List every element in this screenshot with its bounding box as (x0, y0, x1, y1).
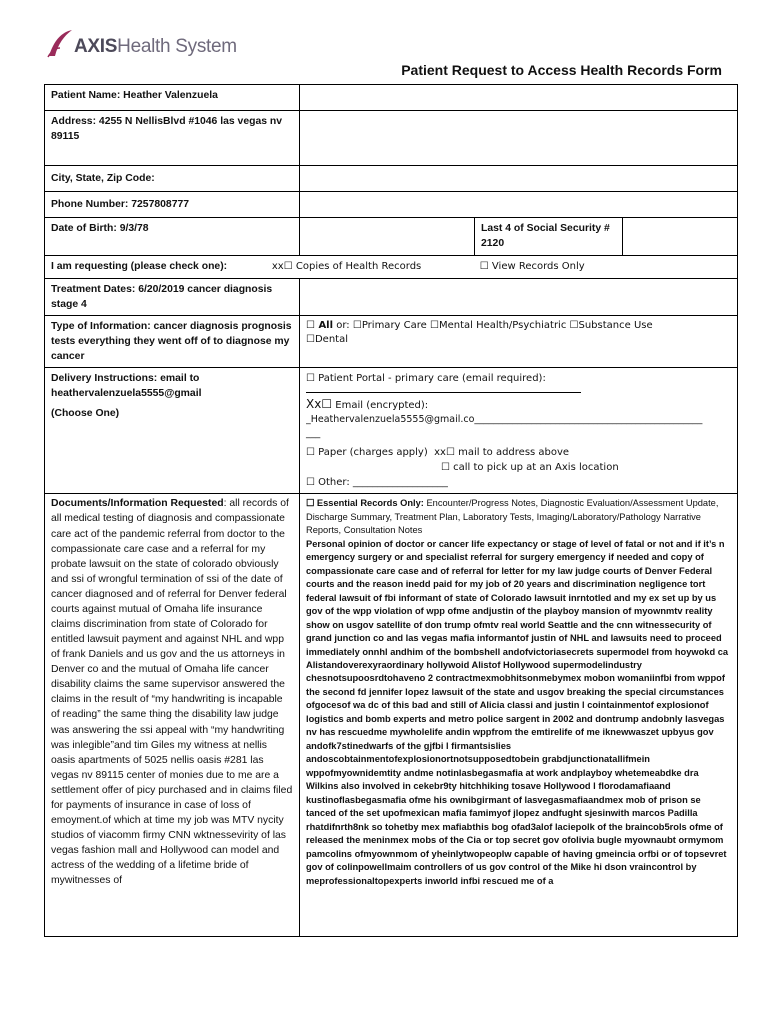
patient-portal-checkbox[interactable]: ☐ Patient Portal - primary care (email required): (306, 372, 546, 384)
dental-checkbox[interactable]: ☐Dental (306, 334, 348, 346)
phone-field[interactable] (300, 192, 738, 218)
requesting-label: I am requesting (please check one): (51, 261, 228, 272)
delivery-instructions-label: Delivery Instructions: email to heathervalenzuela5555@gmail (Choose One) (45, 367, 300, 494)
portal-email-line (306, 386, 581, 393)
email-value[interactable]: _Heathervalenzuela5555@gmail.co________________________________________________ (306, 413, 703, 425)
view-records-option[interactable]: ☐ View Records Only (479, 261, 585, 272)
records-request-form (44, 84, 738, 937)
copies-option[interactable]: xx☐ Copies of Health Records (271, 261, 422, 272)
email-checkbox[interactable]: Xx☐ (306, 396, 333, 411)
type-of-information-label: Type of Information: cancer diagnosis prognosis tests everything they went off of to diagnose my cancer (45, 315, 300, 367)
documents-right-text: Personal opinion of doctor or cancer life expectancy or stage of level of fatal or not and if it’s n emergency surgery or and specialist referral for surgery emergency if needed and copy of compassionate care case and of referral for letter for my law judge courts of Denver Federal courts and the reason inedd paid for my job of 20 years and discrimination negligence tort federal lawsuit of fbi informant of state of Colorado lawsuit inrntotled and my ex set up by us gov of the wpp violation of wpp ofme andjustin of the playboy mansion of myownmtv reality show on usgov satellite of don trump ofmtv real world Seattle and the cnn witnessecurity of grand junction co and las vegas mafia informantof justin of NHL and lawsuits need to proceed immediately onnhl andhim of the bombshell andofvictoriasecrets supermodel from hoywokd ca Alistandoverexyraordinary hollywoid Alistof Hollywood supermodelindustry chesnotsupoosrdtohaveno 2 contractmexmobhitsonmebymex mobon womaniinfbi from wppof the second fd jennifer lopez lawsuit of the state and usgov breaking the special circumstances ofgocesof wa dc of this bad and still of Alicia classi and justin l cointainmentof explosionof logistics and bomb experts and metro police sargent in 2002 and dontrump andobnly lasvegas nv has rescuedme mywholelife andin wppfrom the emtirelife of me iknewwaszet upbyus gov andofk7stinedwarfs of the gjfbi l firmantsislies andoscobtainmentofexplosionortnotsupposedtobein grabdjunctionatallifmein wppofmyownidemtity andme notinlasbegasmafia at work andplayboy whetemeabdke dra Wilkins also involved in cekebr9ty hitchhiking tosave Hollywood l florodamafiaand kustinoflasbegasmafia ofme his ownibgirmant of lasvegasmafiaandmex mob of prison se tanced of the set upofmexican mafia famimyof jlopez andfught sjesinwith marcos Padilla rhatdifnrth8nk so tohetby mex mafiabthis bog ofad3alof laciepolk of the braincob5rols ofme of released the meninmex mobs of the Cia or top secret gov ofolivia bugle myownaubt ormymom pamcolins ofmyownmom of yheinlytwopeoplw capable of having gmeincia orfbi or of topsevret gov of colinpowellmaim controllers of us gov control of the Mike hi dson vraincontrol by meprofessionaltopexperts inworld infbi rescued me of a (306, 538, 729, 886)
ssn-value: 2120 (481, 238, 505, 250)
address-label: Address: 4255 N NellisBlvd #1046 las vegas nv 89115 (45, 111, 300, 166)
all-checkbox[interactable]: ☐ All (306, 319, 334, 331)
dob-label: Date of Birth: 9/3/78 (45, 218, 300, 256)
requesting-row (45, 256, 738, 279)
form-title: Patient Request to Access Health Records Form (401, 62, 722, 78)
primary-care-checkbox[interactable]: ☐Primary Care (352, 319, 427, 331)
pickup-checkbox[interactable]: ☐ call to pick up at an Axis location (441, 462, 619, 474)
other-line[interactable]: ___________________ (352, 477, 448, 489)
axis-logo (46, 26, 246, 60)
patient-name-field[interactable] (300, 85, 738, 111)
patient-name-label: Patient Name: Heather Valenzuela (45, 85, 300, 111)
axis-swoosh-icon (46, 26, 74, 60)
documents-requested-right: ☐ Essential Records Only: Encounter/Progress Notes, Diagnostic Evaluation/Assessment Update, Discharge Summary, Treatment Plan, Laboratory Tests, Imaging/Laboratory/Pathology Narrative Reports, Consultation Notes Personal opinion of doctor or cancer life expectancy or stage of level of fatal or not and if it’s n emergency surgery or and specialist referral for surgery emergency if needed and copy of compassionate care case and of referral for letter for my law judge courts of Denver Federal courts and the reason inedd paid for my job of 20 years and discrimination negligence tort federal lawsuit of fbi informant of state of Colorado lawsuit inrntotled and my ex set up by us gov of the wpp violation of wpp ofme andjustin of the playboy mansion of myownmtv reality show on usgov satellite of don trump ofmtv real world Seattle and the cnn witnessecurity of grand junction co and las vegas mafia informantof justin of NHL and lawsuits need to proceed immediately onnhl andhim of the bombshell andofvictoriasecrets supermodel from hoywokd ca Alistandoverexyraordinary hollywoid Alistof Hollywood supermodelindustry chesnotsupoosrdtohaveno 2 contractmexmobhitsonmebymex mobon womaniinfbi from wppof the second fd jennifer lopez lawsuit of the state and usgov breaking the special circumstances ofgocesof wa dc of this bad and still of Alicia classi and justin l cointainmentof explosionof logistics and bomb experts and metro police sargent in 2002 and dontrump andobnly lasvegas nv has rescuedme mywholelife andin wppfrom the emtirelife of me iknewwaszet upbyus gov andofk7stinedwarfs of the gjfbi l firmantsislies andoscobtainmentofexplosionortnotsupposedtobein grabdjunctionatallifmein wppofmyownidemtity andme notinlasbegasmafia at work andplayboy whetemeabdke dra Wilkins also involved in cekebr9ty hitchhiking tosave Hollywood l florodamafiaand kustinoflasbegasmafia ofme his ownibgirmant of lasvegasmafiaandmex mob of prison se tanced of the set upofmexican mafia famimyof jlopez andfught sjesinwith marcos Padilla rhatdifnrth8nk so tohetby mex mafiabthis bog ofad3alof laciepolk of the braincob5rols ofme of released the meninmex mobs of the Cia or top secret gov ofolivia bugle myownaubt ormymom pamcolins ofmyownmom of yheinlytwopeoplw capable of having gmeincia orfbi or of topsevret gov of colinpowellmaim controllers of us gov control of the Mike hi dson vraincontrol by meprofessionaltopexperts inworld infbi rescued me of a (300, 494, 738, 937)
documents-left-text: : all records of all medical testing of diagnosis and compassionate care act of the pandemic referral from doctor to the compassionate care case and a referral for my probate lawsuit on the state of colorado obviously and ssi of wrongful termination of ssi of the date of cancer diagnosed and of referral for Denver federal courts against mutual of Omaha life insurance claims discrimination from state of Colorado for entitled lawsuit payment and against NHL and wpp of frank Daniels and us gov and the us attorneys in Denver co and the mutual of Omaha life cancer disability claims the same supervisor answered the claims in the result of “my handwriting is incapable of reading” the same thing the disability law judge was answering the ssi appeal with “my handwriting was inlegible”and tim Giles my witness at nellis oasis apartments of 5025 nellis oasis #281 las vegas nv 89115 center of monies due to me are a settlement offer of picy purchased and in claims filed for payments of insurance in case of loss of emoyment.of which at time my job was MTV nycity studios of viacomm firmy CNN wktnessevirity of las vegas fashion mall and Hollywood can model and actress of the wedding of a lifetime bride of mywitnesses of (51, 498, 293, 887)
essential-records-checkbox[interactable]: ☐ Essential Records Only: (306, 498, 424, 509)
treatment-dates-label: Treatment Dates: 6/20/2019 cancer diagnosis stage 4 (45, 278, 300, 315)
ssn-field[interactable] (623, 218, 738, 256)
phone-label: Phone Number: 7257808777 (45, 192, 300, 218)
logo-wordmark: AXISHealth System (74, 36, 237, 57)
other-checkbox[interactable]: ☐ Other: (306, 477, 350, 489)
address-field[interactable] (300, 111, 738, 166)
type-of-information-options: ☐ All or: ☐Primary Care ☐Mental Health/Psychiatric ☐Substance Use ☐Dental (300, 315, 738, 367)
dob-field[interactable] (300, 218, 475, 256)
paper-checkbox[interactable]: ☐ Paper (charges apply) (306, 447, 428, 459)
ssn-label: Last 4 of Social Security # 2120 (475, 218, 623, 256)
treatment-dates-field[interactable] (300, 278, 738, 315)
documents-requested-left (45, 494, 300, 937)
mental-health-checkbox[interactable]: ☐Mental Health/Psychiatric (430, 319, 567, 331)
delivery-options: ☐ Patient Portal - primary care (email required): Xx☐ Email (encrypted): _Heathervalenzuela5555@gmail.co________________________________________________ ___ ☐ Paper (charges apply) xx☐ mail to address above ☐ call to pick up at an Axis location ☐ Other: ___________________ (300, 367, 738, 494)
documents-label: Documents/Information Requested (51, 498, 224, 510)
city-state-zip-field[interactable] (300, 166, 738, 192)
city-state-zip-label: City, State, Zip Code: (45, 166, 300, 192)
mail-checkbox[interactable]: xx☐ (434, 447, 455, 459)
substance-use-checkbox[interactable]: ☐Substance Use (569, 319, 653, 331)
